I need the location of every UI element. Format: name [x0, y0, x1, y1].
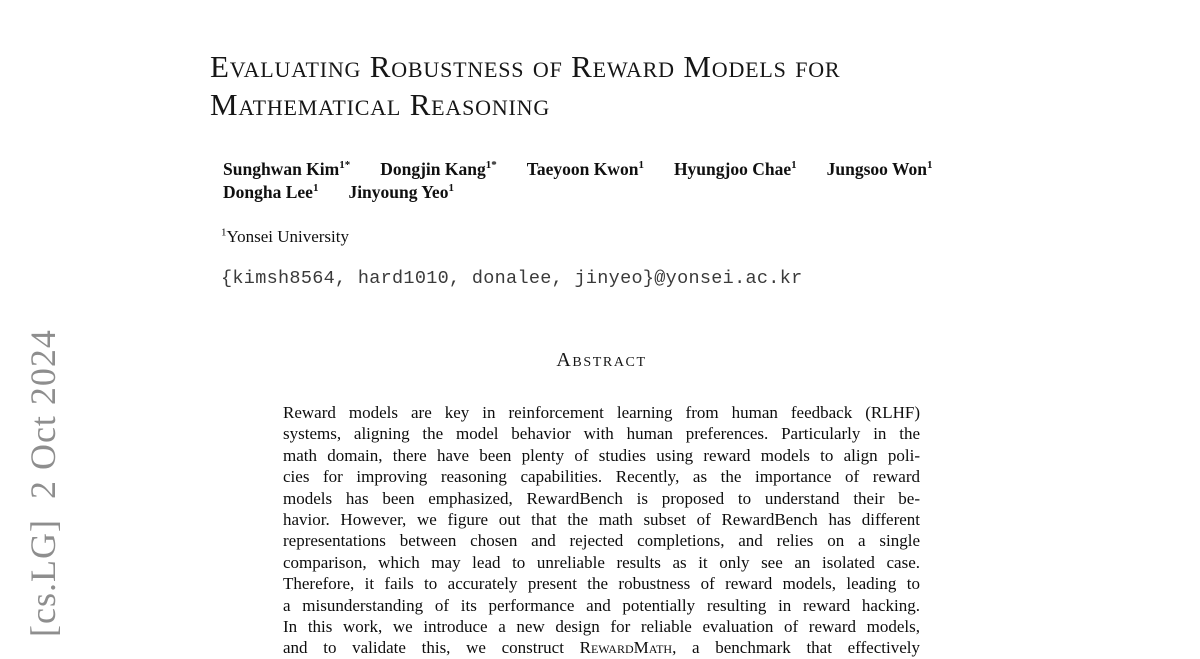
abstract-line: havior. However, we figure out that the math subset of RewardBench has different: [283, 509, 920, 529]
abstract-text: , a benchmark that effectively: [672, 638, 920, 658]
author: [348, 182, 454, 202]
affiliation-name: Yonsei University: [226, 227, 349, 246]
abstract-line: systems, aligning the model behavior with human preferences. Particularly in the: [283, 424, 920, 444]
abstract-heading: Abstract: [556, 349, 647, 371]
author-superscript: 1*: [485, 159, 497, 172]
abstract-line: models has been emphasized, RewardBench is proposed to understand their be-: [283, 488, 920, 508]
author-name: Dongjin Kang: [380, 159, 486, 179]
author: [223, 182, 318, 202]
author: [223, 159, 350, 179]
abstract-line: a misunderstanding of its performance and potentially resulting in reward hacking.: [283, 595, 920, 615]
abstract-line: Therefore, it fails to accurately present the robustness of reward models, leading to: [283, 574, 920, 594]
author-superscript: 1: [791, 159, 797, 172]
author-superscript: 1: [312, 182, 319, 195]
author: [527, 159, 644, 179]
author-name: Dongha Lee: [223, 182, 313, 202]
author-row-2: [223, 181, 932, 204]
author-list: [223, 158, 932, 204]
author: [674, 159, 797, 179]
abstract-line: In this work, we introduce a new design for reliable evaluation of reward models,: [283, 616, 920, 636]
abstract-line: representations between chosen and rejected completions, and relies on a single: [283, 531, 920, 551]
author: [827, 159, 933, 179]
author-name: Jinyoung Yeo: [348, 182, 449, 202]
abstract-line: Reward models are key in reinforcement learning from human feedback (RLHF): [283, 403, 920, 422]
author-superscript: 1: [926, 159, 933, 172]
title-line-2: Mathematical Reasoning: [210, 87, 551, 122]
paper-title: [210, 48, 840, 124]
author-name: Taeyoon Kwon: [526, 159, 639, 179]
abstract-line: math domain, there have been plenty of studies using reward models to align poli-: [283, 445, 920, 465]
author-superscript: 1*: [339, 159, 351, 172]
abstract-line: cies for improving reasoning capabilities. Recently, as the importance of reward: [283, 467, 920, 487]
abstract-body: [283, 402, 920, 659]
author-name: Sunghwan Kim: [223, 159, 340, 179]
email-line: {kimsh8564, hard1010, donalee, jinyeo}@yonsei.ac.kr: [221, 268, 803, 289]
author-superscript: 1: [638, 159, 644, 172]
benchmark-name: RewardMath: [579, 638, 673, 658]
arxiv-watermark: [cs.LG] 2 Oct 2024: [23, 329, 63, 637]
author-row-1: [223, 158, 932, 181]
author: [380, 159, 497, 179]
affiliation-superscript: 1: [221, 226, 227, 239]
affiliation: [221, 227, 349, 247]
abstract-line: comparison, which may lead to unreliable results as it only see an isolated case.: [283, 552, 920, 572]
title-line-1: Evaluating Robustness of Reward Models for: [210, 49, 841, 84]
author-superscript: 1: [448, 182, 454, 195]
abstract-text: and to validate this, we construct: [283, 638, 580, 658]
author-name: Hyungjoo Chae: [673, 159, 792, 179]
author-name: Jungsoo Won: [826, 159, 927, 179]
